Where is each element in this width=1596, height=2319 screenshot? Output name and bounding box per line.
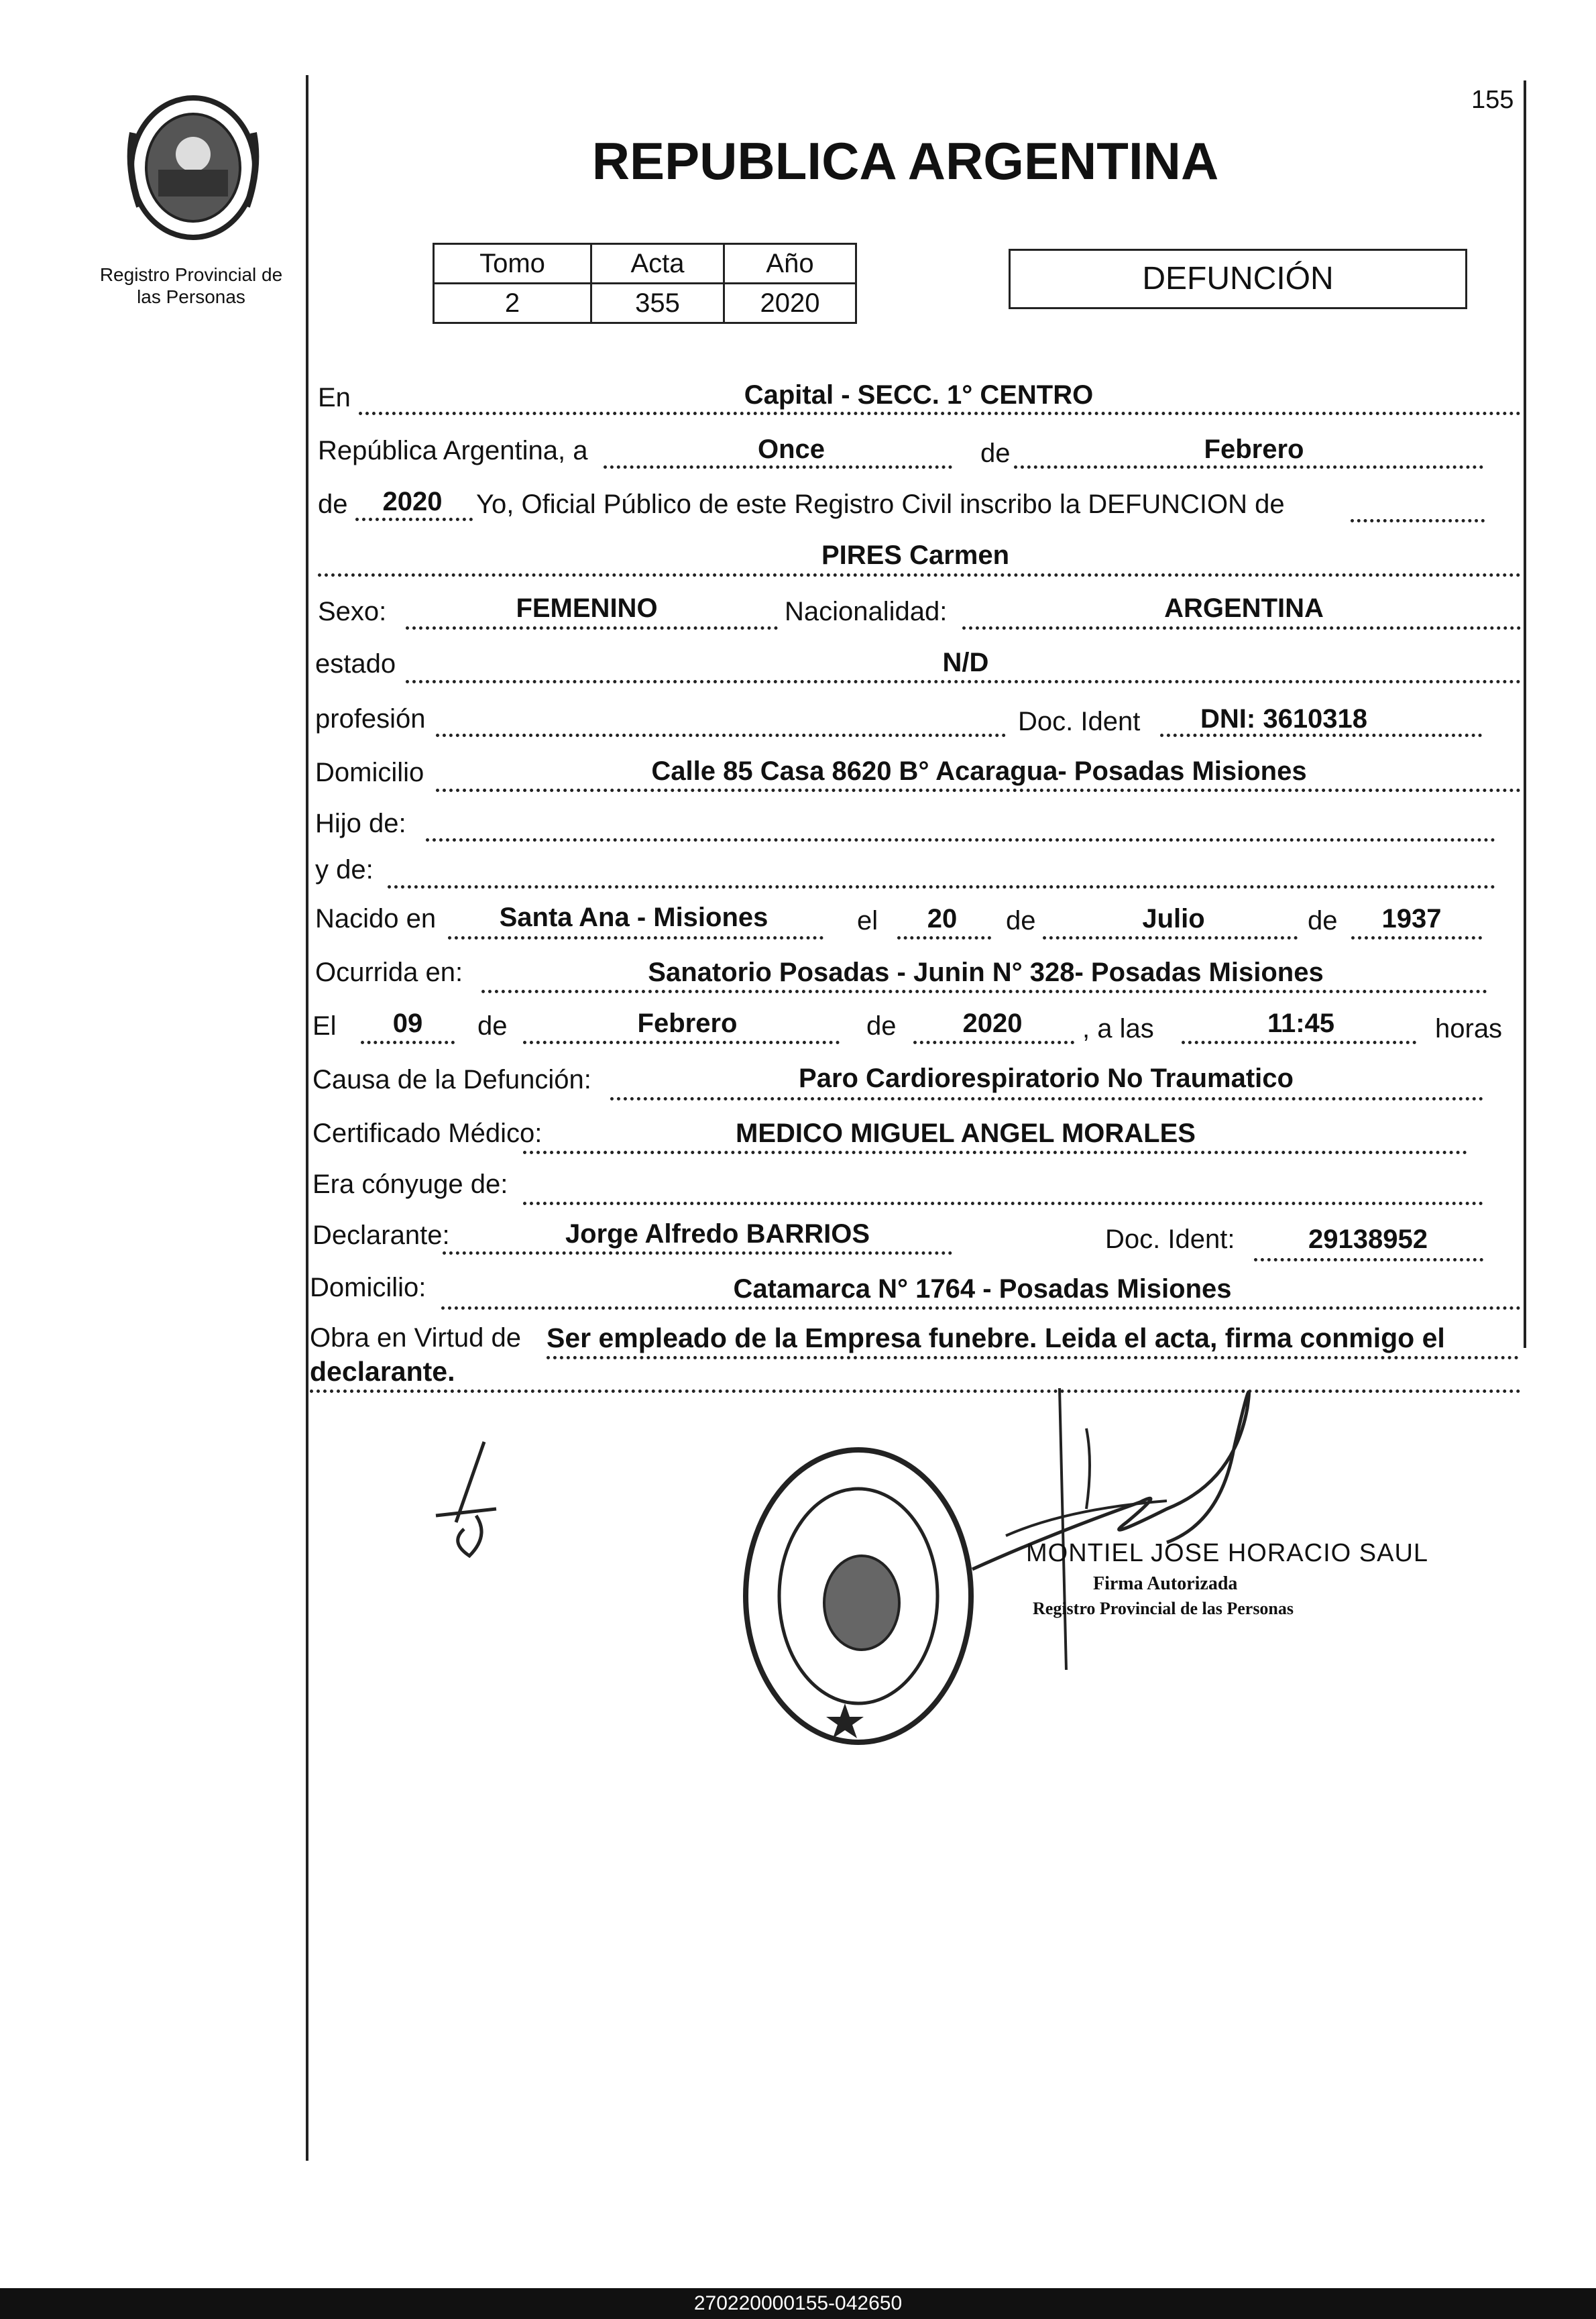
dots-dia — [604, 465, 952, 469]
value-declarante-doc: 29138952 — [1308, 1225, 1428, 1254]
dots-profesion — [436, 734, 1006, 737]
label-domicilio2: Domicilio: — [310, 1273, 426, 1302]
value-medico: MEDICO MIGUEL ANGEL MORALES — [736, 1119, 1196, 1148]
value-hora: 11:45 — [1267, 1009, 1335, 1038]
official-signature — [966, 1348, 1341, 1697]
label-de2: de — [318, 490, 348, 519]
reference-header-row — [434, 244, 856, 284]
page-number: 155 — [1471, 86, 1514, 114]
signatory-role: Firma Autorizada — [1093, 1573, 1238, 1594]
label-sexo: Sexo: — [318, 597, 387, 626]
value-domicilio: Calle 85 Casa 8620 B° Acaragua- Posadas Misiones — [651, 756, 1307, 786]
record-type: DEFUNCIÓN — [1142, 261, 1334, 296]
dots-nacido-lugar — [448, 936, 823, 940]
label-el: el — [857, 906, 878, 936]
right-margin-rule — [1524, 80, 1526, 1348]
dots-mes — [1014, 465, 1483, 469]
value-causa: Paro Cardiorespiratorio No Traumatico — [799, 1064, 1294, 1093]
dots-sexo — [406, 626, 778, 630]
label-hijo-de: Hijo de: — [315, 809, 406, 838]
dots-yo-end — [1351, 519, 1485, 522]
acta-value: 355 — [591, 284, 724, 323]
value-nacido-mes: Julio — [1142, 904, 1205, 934]
acta-header: Acta — [591, 244, 724, 284]
record-type-box — [1009, 249, 1467, 309]
label-obra: Obra en Virtud de — [310, 1323, 522, 1353]
dots-hora — [1182, 1041, 1416, 1044]
label-yo: Yo, Oficial Público de este Registro Civil inscribo la DEFUNCION de — [476, 490, 1285, 519]
dots-y-de — [388, 885, 1495, 889]
label-nacido-en: Nacido en — [315, 904, 437, 934]
value-obra-line1: Ser empleado de la Empresa funebre. Leida el acta, firma conmigo el — [547, 1322, 1445, 1353]
left-margin-rule — [306, 75, 308, 2161]
dots-certificado — [523, 1151, 1467, 1154]
value-obra-line2: declarante. — [310, 1356, 455, 1387]
dots-causa — [610, 1097, 1483, 1100]
label-de-o2: de — [866, 1011, 897, 1041]
anio-value: 2020 — [724, 284, 856, 323]
dots-declarante-domicilio — [441, 1306, 1521, 1310]
value-nombre: PIRES Carmen — [821, 541, 1010, 570]
value-nacido-anio: 1937 — [1381, 904, 1442, 934]
dots-fallec-mes — [523, 1041, 840, 1044]
dots-lugar — [359, 412, 1521, 415]
label-declarante: Declarante: — [312, 1221, 450, 1250]
signatory-name: MONTIEL JOSE HORACIO SAUL — [1026, 1539, 1429, 1567]
province-seal — [119, 93, 267, 243]
tomo-header: Tomo — [434, 244, 591, 284]
value-lugar: Capital - SECC. 1° CENTRO — [744, 380, 1094, 410]
registry-stamp — [738, 1442, 979, 1750]
registry-name — [80, 264, 302, 308]
label-en: En — [318, 383, 351, 412]
label-horas: horas — [1435, 1014, 1503, 1043]
dots-nacido-anio — [1351, 936, 1482, 940]
label-ocurrida: Ocurrida en: — [315, 958, 463, 987]
value-mes: Febrero — [1204, 435, 1304, 464]
label-doc-ident2: Doc. Ident: — [1105, 1225, 1235, 1254]
dots-fallec-dia — [361, 1041, 455, 1044]
label-doc-ident: Doc. Ident — [1018, 707, 1141, 736]
dots-domicilio — [436, 789, 1521, 792]
value-dia: Once — [757, 435, 825, 464]
signatory-office: Registro Provincial de las Personas — [1033, 1599, 1294, 1618]
dots-fallec-anio — [913, 1041, 1074, 1044]
label-certificado: Certificado Médico: — [312, 1119, 543, 1148]
dots-ocurrida — [481, 990, 1487, 993]
dots-anio — [355, 518, 473, 521]
value-estado: N/D — [942, 648, 989, 677]
dots-nombre — [318, 573, 1521, 577]
initials-signature — [422, 1435, 523, 1569]
value-fallec-dia: 09 — [392, 1009, 423, 1038]
value-fallec-mes: Febrero — [637, 1009, 738, 1038]
value-anio: 2020 — [382, 487, 443, 516]
value-nacido-dia: 20 — [927, 904, 958, 934]
signature-block — [1026, 1539, 1429, 1619]
anio-header: Año — [724, 244, 856, 284]
value-ocurrida: Sanatorio Posadas - Junin N° 328- Posadas Misiones — [648, 958, 1324, 987]
dots-estado — [406, 680, 1521, 683]
value-declarante: Jorge Alfredo BARRIOS — [565, 1219, 870, 1249]
dots-nacido-mes — [1043, 936, 1298, 940]
label-domicilio: Domicilio — [315, 758, 424, 787]
reference-value-row — [434, 284, 856, 323]
value-nacido-lugar: Santa Ana - Misiones — [499, 903, 768, 932]
dots-declarante-doc — [1254, 1258, 1483, 1261]
label-el2: El — [312, 1011, 337, 1041]
dots-nacionalidad — [962, 626, 1521, 630]
value-declarante-domicilio: Catamarca N° 1764 - Posadas Misiones — [733, 1274, 1232, 1304]
dots-conyuge — [523, 1202, 1483, 1205]
dots-nacido-dia — [897, 936, 991, 940]
label-profesion: profesión — [315, 704, 426, 734]
label-de1: de — [980, 439, 1011, 468]
value-doc: DNI: 3610318 — [1200, 704, 1368, 734]
tomo-value: 2 — [434, 284, 591, 323]
page-title: REPUBLICA ARGENTINA — [591, 131, 1219, 190]
label-republica: República Argentina, a — [318, 436, 588, 465]
document-code: 270220000155-042650 — [693, 2292, 903, 2314]
dots-doc — [1160, 734, 1482, 737]
dots-hijo-de — [426, 838, 1495, 842]
registry-line1: Registro Provincial de — [99, 264, 283, 285]
label-conyuge: Era cónyuge de: — [312, 1170, 508, 1199]
label-a-las: , a las — [1082, 1014, 1154, 1043]
label-nacionalidad: Nacionalidad: — [785, 597, 948, 626]
registry-line2: las Personas — [137, 286, 245, 307]
reference-table — [433, 243, 857, 324]
label-estado: estado — [315, 649, 396, 679]
value-nacionalidad: ARGENTINA — [1164, 593, 1324, 623]
label-de-n1: de — [1006, 906, 1036, 936]
document-code-bar — [0, 2288, 1596, 2319]
label-y-de: y de: — [315, 855, 374, 885]
label-causa: Causa de la Defunción: — [312, 1065, 591, 1094]
value-sexo: FEMENINO — [516, 593, 658, 623]
value-fallec-anio: 2020 — [962, 1009, 1023, 1038]
label-de-o1: de — [477, 1011, 508, 1041]
dots-declarante — [443, 1251, 952, 1255]
label-de-n2: de — [1308, 906, 1338, 936]
